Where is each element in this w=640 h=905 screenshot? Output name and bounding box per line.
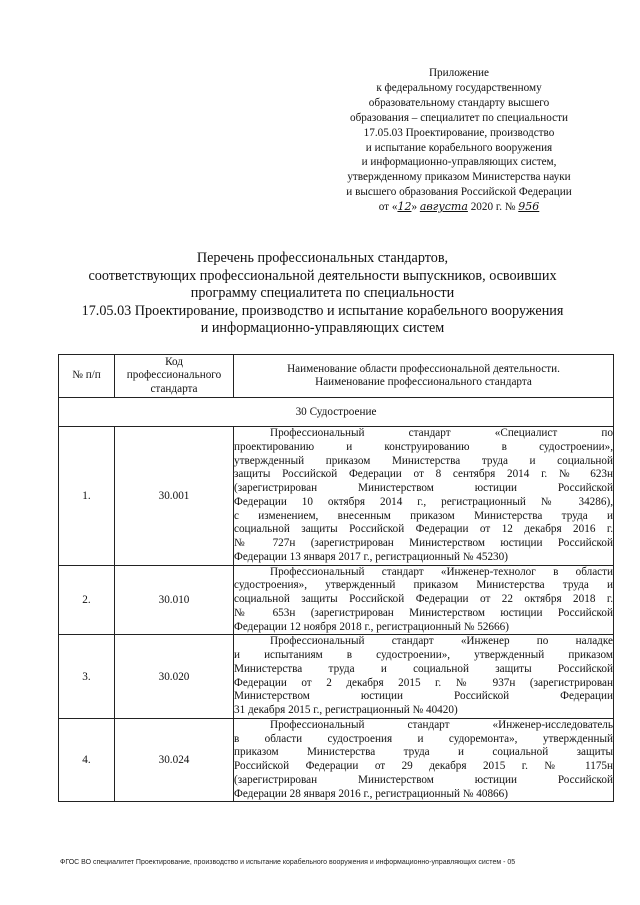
row-code: 30.024: [115, 718, 234, 802]
table-row: [59, 635, 614, 719]
appendix-line: и информационно-управляющих систем,: [361, 156, 557, 169]
title-line: программу специалитета по специальности: [190, 285, 455, 302]
row-code: 30.010: [115, 565, 234, 635]
appendix-line: 17.05.03 Проектирование, производство: [363, 126, 555, 139]
title-line: соответствующих профессиональной деятельности выпускников, освоивших: [88, 267, 557, 284]
section-row: [59, 398, 614, 427]
row-number: 2.: [59, 565, 115, 635]
desc-line: № 727н (зарегистрирован Министерством юстиции Российской: [234, 537, 613, 549]
desc-line: и испытаниям в судостроении», утвержденный приказом: [234, 649, 613, 661]
row-code: 30.020: [115, 635, 234, 719]
row-description: [234, 718, 614, 802]
header-num: № п/п: [59, 355, 115, 398]
appendix-line: образовательному стандарту высшего: [368, 96, 550, 109]
section-label: 30 Судостроение: [59, 398, 614, 427]
table-row: [59, 718, 614, 802]
appendix-line: и испытание корабельного вооружения: [365, 141, 553, 154]
desc-line: с изменением, внесенным приказом Министерства труда и: [234, 509, 613, 522]
row-description: [234, 427, 614, 566]
row-description: [234, 635, 614, 719]
header-code-line: стандарта: [150, 382, 198, 395]
desc-line: Российской Федерации от 29 декабря 2015 г. № 1175н: [234, 760, 613, 772]
desc-line: Министерством юстиции Российской Федерации: [234, 690, 613, 703]
desc-line: Федерации 13 января 2017 г., регистрационный № 45230): [234, 550, 508, 563]
table-row: [59, 565, 614, 635]
appendix-line: и высшего образования Российской Федерации: [346, 186, 572, 199]
table-row: [59, 427, 614, 566]
desc-line: проектированию и конструированию в судостроении»,: [234, 440, 613, 453]
title-line: Перечень профессиональных стандартов,: [196, 250, 449, 266]
date-prefix: от «: [378, 201, 398, 214]
desc-line: судостроения», утвержденный приказом Министерства труда и: [234, 579, 613, 592]
header-name: [234, 355, 614, 398]
row-number: 1.: [59, 427, 115, 566]
desc-line: 31 декабря 2015 г., регистрационный № 40420): [234, 704, 458, 716]
desc-line: Профессиональный стандарт «Инженер по наладке: [270, 635, 613, 648]
standards-table: [58, 354, 614, 802]
desc-line: защиты Российской Федерации от 8 сентября 2014 г. № 623н: [234, 468, 613, 481]
document-title: [30, 250, 615, 338]
row-code: 30.001: [115, 427, 234, 566]
desc-line: утвержденный приказом Министерства труда и социальной: [234, 454, 613, 467]
desc-line: Профессиональный стандарт «Специалист по: [270, 427, 613, 439]
desc-line: Федерации 10 октября 2014 г., регистрационный № 34286),: [234, 495, 613, 508]
order-number-handwritten: 956: [518, 200, 540, 214]
desc-line: Федерации от 2 декабря 2015 г. № 937н (зарегистрирован: [234, 676, 613, 689]
desc-line: в области судостроения и судоремонта», утвержденный: [234, 732, 613, 745]
title-line: и информационно-управляющих систем: [200, 320, 445, 337]
date-month-handwritten: августа: [419, 200, 468, 214]
row-number: 4.: [59, 718, 115, 802]
desc-line: (зарегистрирован Министерством юстиции Российской: [234, 773, 613, 786]
header-name-line: Наименование области профессиональной деятельности.: [287, 362, 560, 375]
date-mid: »: [411, 201, 420, 214]
appendix-block: [300, 66, 618, 215]
desc-line: Министерства труда и социальной защиты Российской: [234, 662, 613, 675]
title-line: 17.05.03 Проектирование, производство и испытание корабельного вооружения: [81, 302, 564, 319]
desc-line: Профессиональный стандарт «Инженер-технолог в области: [270, 565, 613, 578]
header-name-line: Наименование профессионального стандарта: [315, 376, 532, 388]
page-footer: ФГОС ВО специалитет Проектирование, производство и испытание корабельного вооружения и информационно-управляющих систем - 05: [60, 859, 516, 866]
header-code-line: профессионального: [126, 369, 222, 382]
desc-line: социальной защиты Российской Федерации от 22 октября 2018 г.: [234, 593, 613, 605]
desc-line: Профессиональный стандарт «Инженер-исследователь: [270, 718, 613, 731]
desc-line: Федерации 12 ноября 2018 г., регистрационный № 52666): [234, 620, 509, 633]
header-code: [115, 355, 234, 398]
table-header-row: [59, 355, 614, 398]
header-code-line: Код: [165, 355, 183, 368]
appendix-line: утвержденному приказом Министерства науки: [347, 171, 571, 184]
order-date-line: [300, 200, 618, 215]
desc-line: приказом Министерства труда и социальной защиты: [234, 746, 613, 759]
appendix-line: к федеральному государственному: [376, 81, 542, 94]
desc-line: (зарегистрирован Министерством юстиции Российской: [234, 482, 613, 494]
desc-line: Федерации 28 января 2016 г., регистрационный № 40866): [234, 787, 508, 800]
date-day-handwritten: 12: [397, 200, 412, 214]
date-year: 2020 г. №: [467, 201, 519, 214]
row-description: [234, 565, 614, 635]
desc-line: социальной защиты Российской Федерации от 12 декабря 2016 г.: [234, 523, 613, 536]
appendix-line: Приложение: [428, 67, 490, 79]
desc-line: № 653н (зарегистрирован Министерством юстиции Российской: [234, 606, 613, 619]
appendix-line: образования – специалитет по специальности: [350, 111, 568, 124]
row-number: 3.: [59, 635, 115, 719]
